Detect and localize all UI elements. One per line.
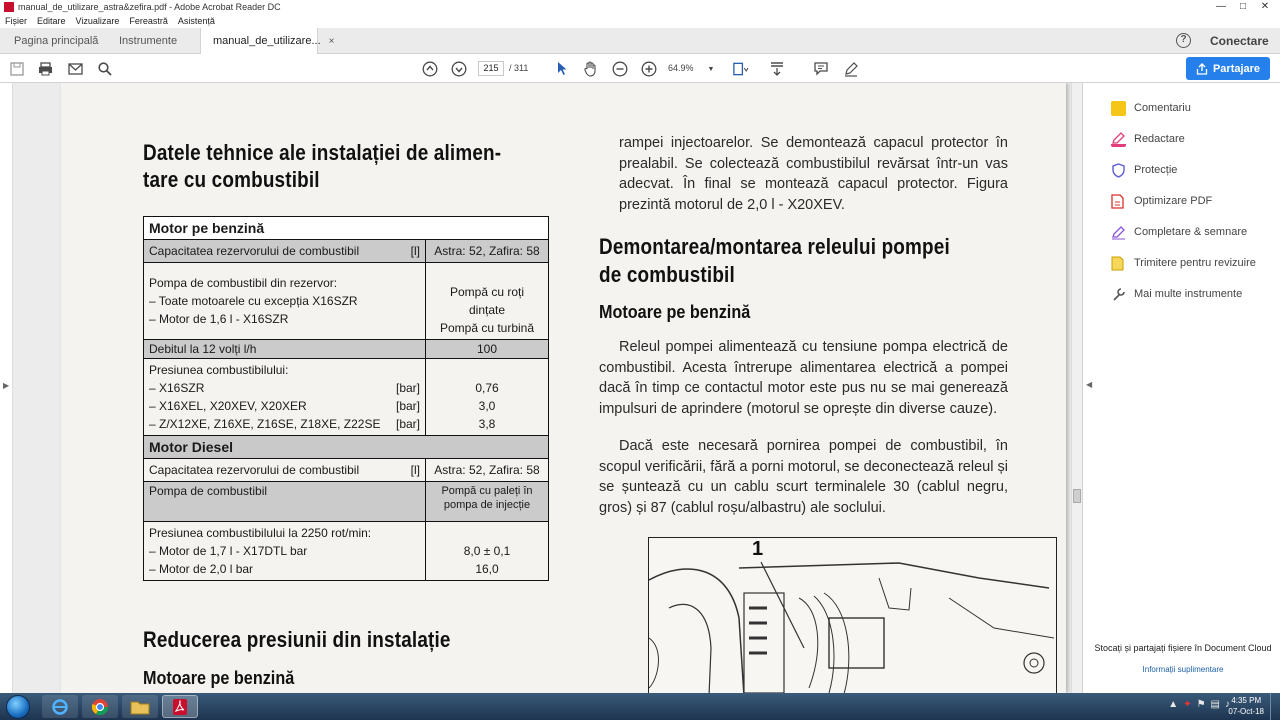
tab-document-label: manual_de_utilizare... xyxy=(213,35,321,47)
tool-send-review[interactable] xyxy=(1111,254,1256,272)
highlight-pen-icon[interactable] xyxy=(842,60,859,77)
menu-window[interactable]: Fereastră xyxy=(129,16,168,26)
document-cloud-promo xyxy=(1093,643,1273,674)
left-panel-toggle[interactable] xyxy=(0,83,13,693)
network-icon[interactable]: ▤ xyxy=(1210,699,1220,710)
section-title-left-1: Datele tehnice ale instalației de alimen- xyxy=(143,140,502,165)
promo-link[interactable]: Informații suplimentare xyxy=(1142,665,1224,674)
optimize-pdf-icon xyxy=(1111,194,1126,209)
section-title-right-1: Demontarea/montarea releului pompei xyxy=(599,234,950,259)
table-cell: pompa de injecție xyxy=(443,499,531,511)
subtitle-right: Motoare pe benzină xyxy=(599,302,751,322)
next-page-icon[interactable] xyxy=(450,60,467,77)
table-cell: – Z/X12XE, Z16XE, Z16SE, Z18XE, Z22SE xyxy=(149,417,381,431)
table-section-petrol: Motor pe benzină xyxy=(144,217,549,240)
table-cell: 8,0 ± 0,1 xyxy=(463,544,511,558)
system-tray xyxy=(1168,699,1230,710)
system-clock[interactable] xyxy=(1228,695,1264,717)
table-unit: [bar] xyxy=(395,399,420,413)
table-cell: Pompă cu turbină xyxy=(439,321,535,335)
share-button[interactable] xyxy=(1186,57,1270,80)
email-icon[interactable] xyxy=(67,60,84,77)
table-row xyxy=(144,359,549,436)
wrench-icon xyxy=(1111,287,1126,302)
table-section-diesel: Motor Diesel xyxy=(144,436,549,459)
table-unit: [l] xyxy=(410,463,420,477)
tab-home[interactable]: Pagina principală xyxy=(14,35,99,47)
table-row xyxy=(144,240,549,263)
save-icon[interactable] xyxy=(8,60,25,77)
clock-date: 07-Oct-18 xyxy=(1228,707,1264,716)
tool-comment[interactable] xyxy=(1111,99,1191,117)
comment-icon[interactable] xyxy=(812,60,829,77)
redact-tool-icon xyxy=(1111,132,1126,147)
table-unit: [bar] xyxy=(395,417,420,431)
section-title-left-2: tare cu combustibil xyxy=(143,167,320,192)
maximize-button[interactable]: □ xyxy=(1239,1,1247,12)
table-cell: Capacitatea rezervorului de combustibil xyxy=(149,463,360,477)
table-cell: 3,8 xyxy=(478,417,496,431)
table-cell: Pompă cu roți dințate xyxy=(449,285,525,317)
document-viewer[interactable] xyxy=(13,83,1071,693)
chevron-down-icon: ▼ xyxy=(707,66,715,73)
toolbar xyxy=(0,54,1280,83)
table-unit: [l] xyxy=(410,244,420,258)
table-cell: 16,0 xyxy=(475,562,499,576)
menu-help[interactable]: Asistență xyxy=(177,16,215,26)
page-number-input[interactable]: 215 xyxy=(478,61,504,76)
signin-button[interactable]: Conectare xyxy=(1210,34,1269,48)
tools-pane xyxy=(1082,83,1280,693)
table-cell: Pompa de combustibil xyxy=(144,482,426,522)
promo-text: Stocați și partajați fișiere în Document Cloud xyxy=(1094,643,1272,653)
table-cell: Pompă cu paleți în xyxy=(441,485,533,497)
table-row xyxy=(144,522,549,581)
table-cell: – Motor de 2,0 l bar xyxy=(149,562,254,576)
search-icon[interactable] xyxy=(96,60,113,77)
menu-view[interactable]: Vizualizare xyxy=(75,16,120,26)
table-cell: Debitul la 12 volți l/h xyxy=(144,340,426,359)
tab-tools[interactable]: Instrumente xyxy=(119,35,178,47)
menu-file[interactable]: Fișier xyxy=(5,16,27,26)
close-window-button[interactable]: ✕ xyxy=(1260,1,1270,12)
table-row xyxy=(144,263,549,340)
table-cell: 100 xyxy=(426,340,549,359)
pdf-page xyxy=(61,83,1066,693)
tool-redact[interactable] xyxy=(1111,130,1185,148)
share-icon xyxy=(1196,63,1208,75)
acrobat-app-icon xyxy=(4,2,14,12)
table-cell: – X16XEL, X20XEV, X20XER xyxy=(149,399,307,413)
menu-bar xyxy=(0,14,1280,28)
show-desktop-button[interactable] xyxy=(1270,693,1280,720)
tray-app-icon[interactable]: ✦ xyxy=(1183,699,1192,710)
table-cell: Presiunea combustibilului la 2250 rot/min: xyxy=(149,526,372,540)
start-button[interactable] xyxy=(6,695,30,719)
section-title-right-2: de combustibil xyxy=(599,262,735,287)
table-unit: [bar] xyxy=(395,381,420,395)
zoom-in-icon[interactable] xyxy=(640,60,657,77)
table-cell: Capacitatea rezervorului de combustibil xyxy=(149,244,360,258)
windows-taskbar xyxy=(0,693,1280,720)
flag-icon[interactable]: ⚑ xyxy=(1196,699,1206,710)
tool-label: Comentariu xyxy=(1134,102,1191,114)
zoom-out-icon[interactable] xyxy=(611,60,628,77)
tool-label: Completare & semnare xyxy=(1134,226,1248,238)
table-cell: 0,76 xyxy=(475,381,499,395)
page-total: / 311 xyxy=(509,63,529,73)
table-cell: – Toate motoarele cu excepția X16SZR xyxy=(149,294,358,308)
title-bar xyxy=(0,0,1280,14)
tool-optimize-pdf[interactable] xyxy=(1111,192,1212,210)
tool-fill-sign[interactable] xyxy=(1111,223,1247,241)
comment-tool-icon xyxy=(1111,101,1126,116)
paragraph: Dacă este necesară pornirea pompei de combustibil, în scopul verificării, fără a porni motorul, se deconectează releul și se șuntează cu un cablu scurt terminalele 30 (cablul negru, gros) și 87 (cablul roșu/albastru) ale soclului. xyxy=(599,438,1008,516)
hand-tool-icon[interactable] xyxy=(582,60,599,77)
table-cell: – Motor de 1,6 l - X16SZR xyxy=(149,312,289,326)
expand-right-icon: ▶ xyxy=(3,381,10,390)
scroll-mode-icon[interactable] xyxy=(768,60,785,77)
window-controls xyxy=(1210,0,1276,14)
table-cell: 3,0 xyxy=(478,399,496,413)
figure-callout-label: 1 xyxy=(752,538,764,560)
minimize-button[interactable]: — xyxy=(1216,1,1226,12)
zoom-select[interactable] xyxy=(668,61,720,76)
acrobat-taskbar-icon[interactable] xyxy=(162,695,198,718)
collapse-pane-icon[interactable]: ◀ xyxy=(1086,380,1093,389)
previous-page-icon[interactable] xyxy=(421,60,438,77)
tool-label: Optimizare PDF xyxy=(1134,195,1213,207)
tool-label: Protecție xyxy=(1134,164,1178,176)
help-icon[interactable]: ? xyxy=(1176,33,1191,48)
table-row xyxy=(144,482,549,522)
share-label: Partajare xyxy=(1212,62,1261,75)
scrollbar-thumb[interactable] xyxy=(1073,489,1081,503)
table-cell: – Motor de 1,7 l - X17DTL bar xyxy=(149,544,308,558)
tool-label: Redactare xyxy=(1134,133,1185,145)
section-title-left-3: Reducerea presiunii din instalație xyxy=(143,627,451,652)
tool-label: Mai multe instrumente xyxy=(1134,288,1243,300)
fill-sign-icon xyxy=(1111,225,1126,240)
table-cell: Presiunea combustibilului: xyxy=(149,363,289,377)
tool-label: Trimitere pentru revizuire xyxy=(1134,257,1256,269)
table-cell: Pompa de combustibil din rezervor: xyxy=(149,276,338,290)
table-cell: Astra: 52, Zafira: 58 xyxy=(426,240,549,263)
volume-icon[interactable]: ♪ xyxy=(1225,699,1230,710)
vertical-scrollbar[interactable] xyxy=(1071,83,1082,693)
shield-icon xyxy=(1111,163,1126,178)
subtitle-left: Motoare pe benzină xyxy=(143,668,295,688)
print-icon[interactable] xyxy=(37,60,54,77)
fit-page-icon[interactable] xyxy=(732,60,749,77)
table-cell: Astra: 52, Zafira: 58 xyxy=(426,459,549,482)
table-row xyxy=(144,340,549,359)
paragraph: Releul pompei alimentează cu tensiune pompa electrică de combustibil. Acesta întrerupe alimentarea electrică a pompei dacă în timp ce contactul motor este pus nu se mai generează impulsuri de aprindere (motorul se oprește din diverse cauze). xyxy=(599,339,1008,417)
paragraph: rampei injectoarelor. Se demontează capacul protector în prealabil. Se colectează combustibilul revărsat într-un vas adecvat. În final se montează capacul protector. Figura prezintă motorul de 2,0 l - X20XEV. xyxy=(619,135,1008,213)
window-title: manual_de_utilizare_astra&zefira.pdf - Adobe Acrobat Reader DC xyxy=(18,2,281,12)
table-cell: – X16SZR xyxy=(149,381,205,395)
engine-bay-drawing xyxy=(649,538,1055,693)
tab-close-icon[interactable]: × xyxy=(328,36,335,47)
file-explorer-icon[interactable] xyxy=(122,695,158,718)
clock-time: 4:35 PM xyxy=(1231,696,1262,705)
spec-table xyxy=(143,216,549,581)
send-review-icon xyxy=(1111,256,1126,271)
select-tool-icon[interactable] xyxy=(553,60,570,77)
chrome-icon[interactable] xyxy=(82,695,118,718)
tool-more-tools[interactable] xyxy=(1111,285,1242,303)
tray-expand-icon[interactable]: ▲ xyxy=(1168,699,1179,710)
menu-edit[interactable]: Editare xyxy=(37,16,66,26)
table-row xyxy=(144,459,549,482)
relay-figure xyxy=(648,537,1057,693)
tool-protect[interactable] xyxy=(1111,161,1177,179)
zoom-value: 64.9% xyxy=(668,63,694,73)
tab-bar xyxy=(0,28,1280,54)
tab-document[interactable] xyxy=(200,28,335,54)
ie-icon[interactable] xyxy=(42,695,78,718)
